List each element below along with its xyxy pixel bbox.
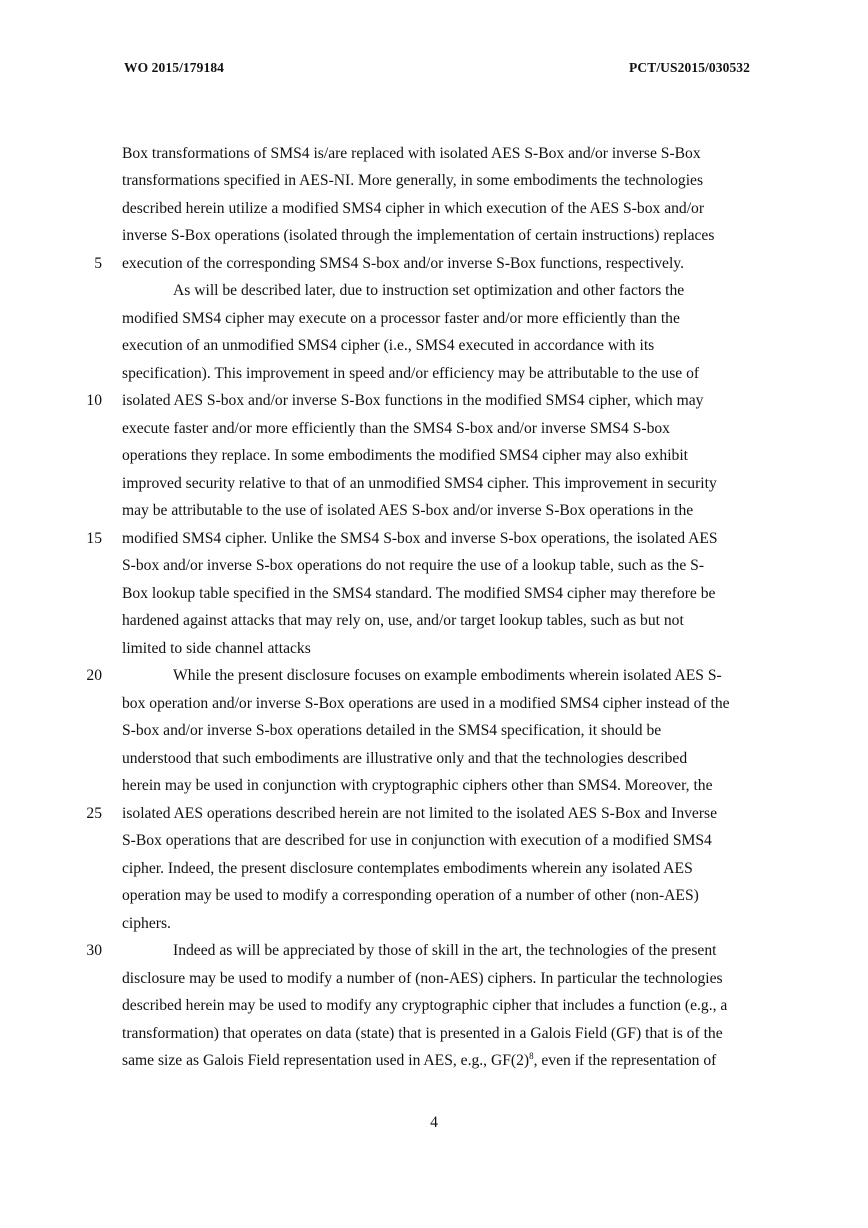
text-line — [122, 1053, 716, 1069]
text-line: limited to side channel attacks — [122, 640, 311, 657]
text-line: isolated AES operations described herein are not limited to the isolated AES S-Box and Inverse — [122, 805, 718, 822]
line-number: 10 — [86, 392, 102, 409]
line-number: 30 — [86, 942, 102, 959]
text-line: S-box and/or inverse S-box operations do not require the use of a lookup table, such as the S- — [122, 557, 705, 574]
line-number: 5 — [94, 255, 102, 272]
text-line-part: same size as Galois Field representation used in AES, e.g., GF(2) — [122, 1052, 530, 1069]
text-line: herein may be used in conjunction with cryptographic ciphers other than SMS4. Moreover, the — [122, 777, 713, 794]
text-line: S-box and/or inverse S-box operations detailed in the SMS4 specification, it should be — [122, 722, 662, 739]
text-line: may be attributable to the use of isolated AES S-box and/or inverse S-Box operations in the — [122, 502, 694, 519]
text-line: modified SMS4 cipher. Unlike the SMS4 S-box and inverse S-box operations, the isolated AES — [122, 530, 718, 547]
text-line: operation may be used to modify a corresponding operation of a number of other (non-AES) — [122, 887, 699, 904]
text-line: hardened against attacks that may rely on, use, and/or target lookup tables, such as but not — [122, 612, 684, 629]
text-line: Box transformations of SMS4 is/are replaced with isolated AES S-Box and/or inverse S-Box — [122, 145, 701, 162]
text-line: As will be described later, due to instruction set optimization and other factors the — [173, 282, 685, 299]
text-line: execution of the corresponding SMS4 S-box and/or inverse S-Box functions, respectively. — [122, 255, 684, 272]
text-line: specification). This improvement in speed and/or efficiency may be attributable to the use of — [122, 365, 700, 382]
text-line: Box lookup table specified in the SMS4 standard. The modified SMS4 cipher may therefore be — [122, 585, 716, 602]
text-line: cipher. Indeed, the present disclosure contemplates embodiments wherein any isolated AES — [122, 860, 693, 877]
text-line: isolated AES S-box and/or inverse S-Box functions in the modified SMS4 cipher, which may — [122, 392, 704, 409]
text-line: modified SMS4 cipher may execute on a processor faster and/or more efficiently than the — [122, 310, 680, 327]
header-right-application-number: PCT/US2015/030532 — [629, 60, 750, 75]
text-line: described herein utilize a modified SMS4 cipher in which execution of the AES S-box and/or — [122, 200, 705, 217]
page-number: 4 — [430, 1114, 438, 1131]
text-line: execute faster and/or more efficiently than the SMS4 S-box and/or inverse SMS4 S-box — [122, 420, 670, 437]
text-line: operations they replace. In some embodiments the modified SMS4 cipher may also exhibit — [122, 447, 689, 464]
text-line: described herein may be used to modify any cryptographic cipher that includes a function (e.g., a — [122, 997, 728, 1014]
text-line: ciphers. — [122, 915, 171, 932]
line-number: 25 — [86, 805, 102, 822]
text-line: understood that such embodiments are illustrative only and that the technologies described — [122, 750, 688, 767]
text-line: transformation) that operates on data (state) that is presented in a Galois Field (GF) that is of the — [122, 1025, 723, 1042]
line-number: 20 — [86, 667, 102, 684]
line-number: 15 — [86, 530, 102, 547]
superscript-exponent: 8 — [529, 1051, 534, 1061]
text-line: box operation and/or inverse S-Box operations are used in a modified SMS4 cipher instead of the — [122, 695, 730, 712]
text-line: transformations specified in AES-NI. More generally, in some embodiments the technologies — [122, 172, 704, 189]
text-line-part: , even if the representation of — [533, 1052, 717, 1069]
text-line: While the present disclosure focuses on example embodiments wherein isolated AES S- — [173, 667, 722, 684]
text-line: execution of an unmodified SMS4 cipher (i.e., SMS4 executed in accordance with its — [122, 337, 655, 354]
text-line: disclosure may be used to modify a number of (non-AES) ciphers. In particular the technologies — [122, 970, 723, 987]
text-line: inverse S-Box operations (isolated through the implementation of certain instructions) replaces — [122, 227, 715, 244]
header-left-publication-number: WO 2015/179184 — [124, 60, 225, 75]
text-line: improved security relative to that of an unmodified SMS4 cipher. This improvement in security — [122, 475, 717, 492]
text-line: Indeed as will be appreciated by those of skill in the art, the technologies of the present — [173, 942, 717, 959]
text-line: S-Box operations that are described for use in conjunction with execution of a modified SMS4 — [122, 832, 712, 849]
